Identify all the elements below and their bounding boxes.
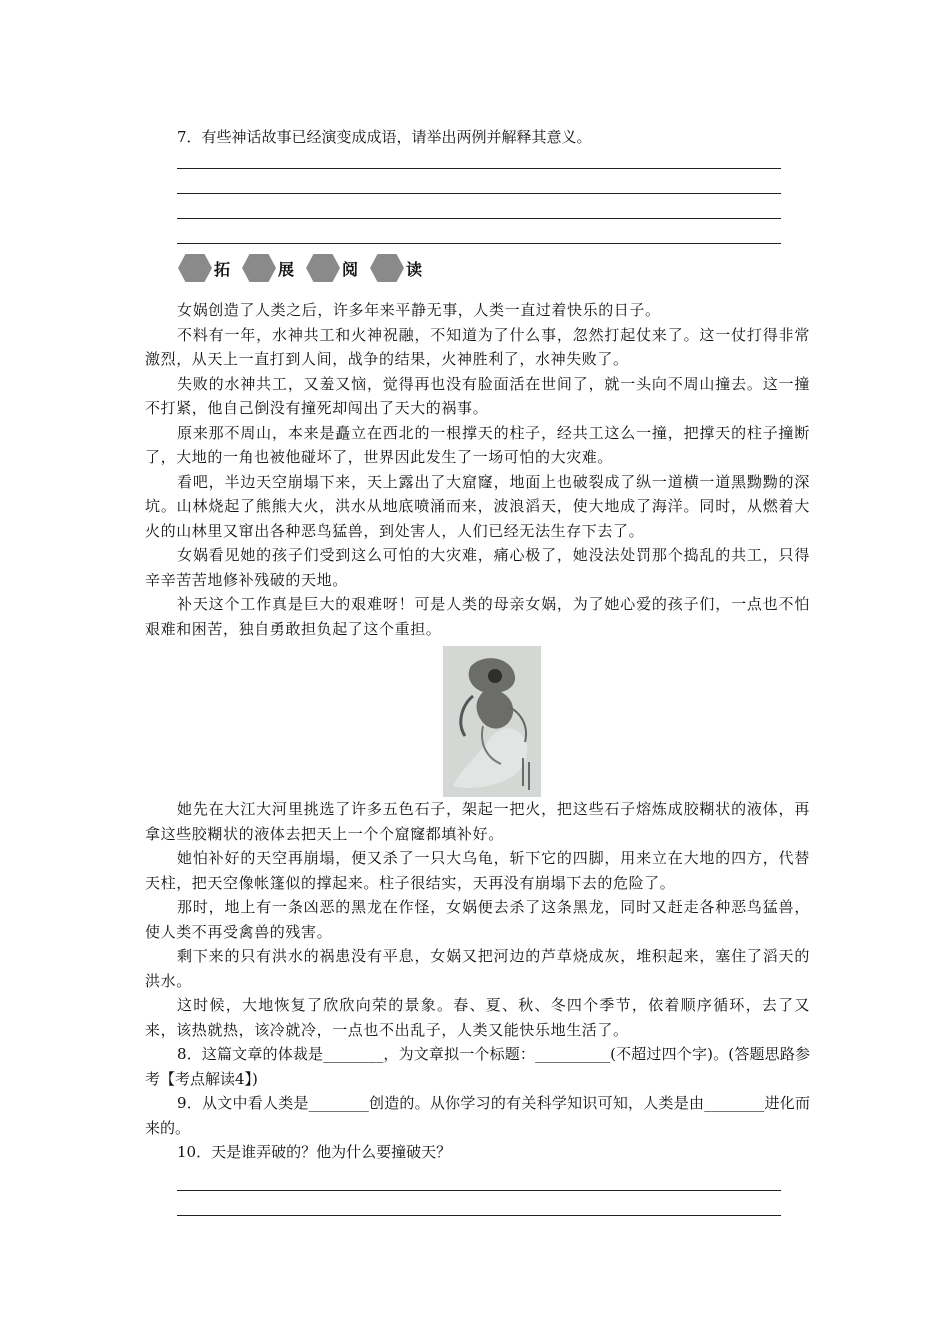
story-paragraph: 女娲看见她的孩子们受到这么可怕的大灾难，痛心极了，她没法处罚那个捣乱的共工，只得辛辛苦苦地修补残破的天地。 [145,546,810,589]
story-paragraph: 剩下来的只有洪水的祸患没有平息，女娲又把河边的芦草烧成灰，堆积起来，塞住了滔天的洪水。 [145,947,810,990]
hexagon-icon [178,254,212,282]
question-10: 10．天是谁弄破的？他为什么要撞破天？ [177,1143,452,1161]
story-paragraph: 女娲创造了人类之后，许多年来平静无事，人类一直过着快乐的日子。 [177,301,661,319]
question-7: 7．有些神话故事已经演变成成语，请举出两例并解释其意义。 [177,128,592,146]
story-paragraph: 这时候，大地恢复了欣欣向荣的景象。春、夏、秋、冬四个季节，依着顺序循环，去了又来，该热就热，该冷就冷，一点也不出乱子，人类又能快乐地生活了。 [145,996,810,1039]
story-part-2 [145,797,810,1165]
answer-line [177,1190,781,1191]
answer-line [177,168,781,169]
story-paragraph: 看吧，半边天空崩塌下来，天上露出了大窟窿，地面上也破裂成了纵一道横一道黑黝黝的深坑。山林烧起了熊熊大火，洪水从地底喷涌而来，波浪滔天，使大地成了海洋。同时，从燃着大火的山林里又窜出各种恶鸟猛兽，到处害人，人们已经无法生存下去了。 [145,472,810,540]
story-part-1 [145,298,810,641]
hexagon-icon [306,254,340,282]
banner-char: 阅 [342,259,359,279]
section-banner [178,250,434,286]
banner-char: 读 [406,259,423,279]
answer-line [177,243,781,244]
story-paragraph: 失败的水神共工，又羞又恼，觉得再也没有脸面活在世间了，就一头向不周山撞去。这一撞不打紧，他自己倒没有撞死却闯出了天大的祸事。 [145,374,810,417]
question-8: 8．这篇文章的体裁是________，为文章拟一个标题：__________(不超过四个字)。(答题思路参考【考点解读4】) [145,1045,810,1088]
story-paragraph: 不料有一年，水神共工和火神祝融，不知道为了什么事，忽然打起仗来了。这一仗打得非常激烈，从天上一直打到人间，战争的结果，火神胜利了，水神失败了。 [145,325,810,368]
hexagon-icon [242,254,276,282]
question-9: 9．从文中看人类是________创造的。从你学习的有关科学知识可知，人类是由________进化而来的。 [145,1094,810,1137]
story-paragraph: 她怕补好的天空再崩塌，便又杀了一只大乌龟，斩下它的四脚，用来立在大地的四方，代替天柱，把天空像帐篷似的撑起来。柱子很结实，天再没有崩塌下去的危险了。 [145,849,810,892]
answer-line [177,1215,781,1216]
answer-line [177,193,781,194]
story-paragraph: 补天这个工作真是巨大的艰难呀！可是人类的母亲女娲，为了她心爱的孩子们，一点也不怕艰难和困苦，独自勇敢担负起了这个重担。 [145,595,810,638]
hexagon-icon [370,254,404,282]
nuwa-figure-drawing [443,646,541,797]
story-paragraph: 那时，地上有一条凶恶的黑龙在作怪，女娲便去杀了这条黑龙，同时又赶走各种恶鸟猛兽，使人类不再受禽兽的残害。 [145,898,810,941]
banner-char: 拓 [214,259,231,279]
story-paragraph: 原来那不周山，本来是矗立在西北的一根撑天的柱子，经共工这么一撞，把撑天的柱子撞断了，大地的一角也被他碰坏了，世界因此发生了一场可怕的大灾难。 [145,423,810,466]
story-paragraph: 她先在大江大河里挑选了许多五色石子，架起一把火，把这些石子熔炼成胶糊状的液体，再拿这些胶糊状的液体去把天上一个个窟窿都填补好。 [145,800,810,843]
answer-line [177,218,781,219]
banner-char: 展 [278,259,295,279]
nuwa-illustration [443,646,541,797]
